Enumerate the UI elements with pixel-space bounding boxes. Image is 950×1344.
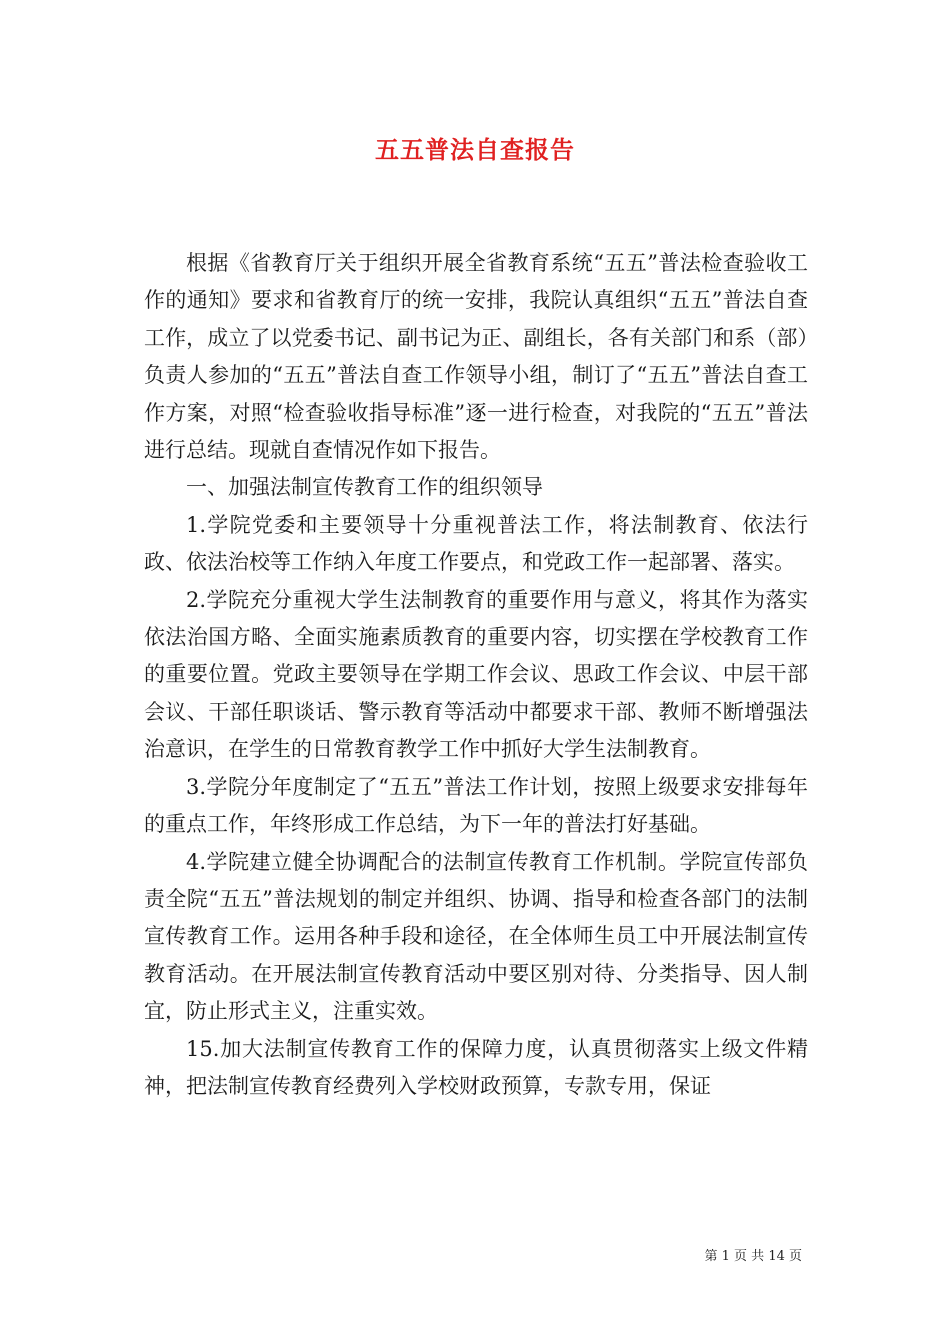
document-title: 五五普法自查报告 bbox=[375, 135, 575, 164]
paragraph-item-2: 2.学院充分重视大学生法制教育的重要作用与意义，将其作为落实依法治国方略、全面实施素质教育的重要内容，切实摆在学校教育工作的重要位置。党政主要领导在学期工作会议、思政工作会议、中层干部会议、干部任职谈话、警示教育等活动中都要求干部、教师不断增强法治意识，在学生的日常教育教学工作中抓好大学生法制教育。 bbox=[144, 587, 808, 762]
paragraph-item-3: 3.学院分年度制定了“五五”普法工作计划，按照上级要求安排每年的重点工作，年终形成工作总结，为下一年的普法打好基础。 bbox=[144, 774, 808, 837]
paragraph-intro: 根据《省教育厅关于组织开展全省教育系统“五五”普法检查验收工作的通知》要求和省教育厅的统一安排，我院认真组织“五五”普法自查工作，成立了以党委书记、副书记为正、副组长，各有关部门和系（部）负责人参加的“五五”普法自查工作领导小组，制订了“五五”普法自查工作方案，对照“检查验收指导标准”逐一进行检查，对我院的“五五”普法进行总结。现就自查情况作如下报告。 bbox=[144, 251, 808, 463]
document-body bbox=[144, 245, 808, 1105]
page-number: 第 1 页 共 14 页 bbox=[704, 1249, 802, 1264]
paragraph-item-4: 4.学院建立健全协调配合的法制宣传教育工作机制。学院宣传部负责全院“五五”普法规划的制定并组织、协调、指导和检查各部门的法制宣传教育工作。运用各种手段和途径，在全体师生员工中开展法制宣传教育活动。在开展法制宣传教育活动中要区别对待、分类指导、因人制宜，防止形式主义，注重实效。 bbox=[144, 849, 808, 1024]
section-heading: 一、加强法制宣传教育工作的组织领导 bbox=[186, 475, 543, 500]
paragraph-item-15: 15.加大法制宣传教育工作的保障力度，认真贯彻落实上级文件精神，把法制宣传教育经费列入学校财政预算，专款专用，保证 bbox=[144, 1036, 808, 1098]
paragraph-item-1: 1.学院党委和主要领导十分重视普法工作，将法制教育、依法行政、依法治校等工作纳入年度工作要点，和党政工作一起部署、落实。 bbox=[144, 512, 808, 575]
